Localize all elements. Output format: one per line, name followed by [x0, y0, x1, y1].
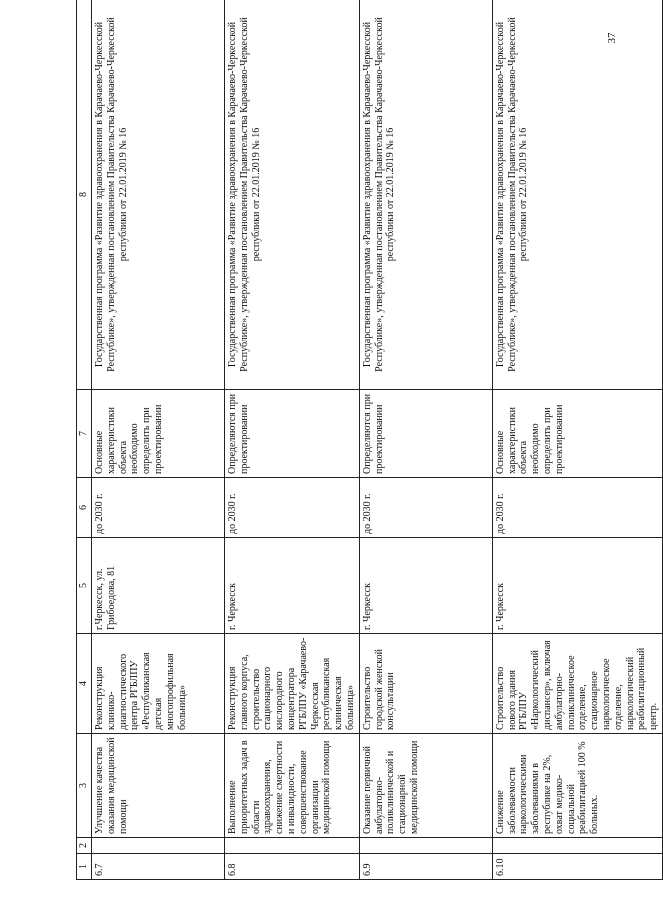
page-number: 37	[606, 32, 618, 44]
row-deadline: до 2030 г.	[359, 478, 492, 538]
facilities-table	[76, 0, 663, 880]
row-goal: Оказание первичной амбулаторно-поликлинической и стационарной медицинской помощи	[359, 734, 492, 838]
row-col2	[492, 838, 662, 854]
table-row	[225, 0, 360, 880]
row-deadline: до 2030 г.	[92, 478, 225, 538]
row-col2	[359, 838, 492, 854]
row-characteristics: Основные характеристики объекта необходимо определить при проектировании	[92, 390, 225, 478]
column-number-row	[77, 0, 92, 880]
row-basis: Государственная программа «Развитие здравоохранения в Карачаево-Черкесской Республике», утвержденная постановлением Правительства Карачаево-Черкесской республики от 22.01.2019 № 16	[92, 0, 225, 390]
row-basis: Государственная программа «Развитие здравоохранения в Карачаево-Черкесской Республике», утвержденная постановлением Правительства Карачаево-Черкесской республики от 22.01.2019 № 16	[359, 0, 492, 390]
column-number: 4	[77, 634, 92, 734]
row-col2	[225, 838, 360, 854]
row-location: г. Черкесск	[359, 538, 492, 634]
column-number: 1	[77, 854, 92, 880]
row-deadline: до 2030 г.	[225, 478, 360, 538]
row-characteristics: Определяются при проектировании	[225, 390, 360, 478]
row-location: г. Черкесск	[492, 538, 662, 634]
column-number: 2	[77, 838, 92, 854]
table-row	[92, 0, 225, 880]
row-basis: Государственная программа «Развитие здравоохранения в Карачаево-Черкесской Республике», утвержденная постановлением Правительства Карачаево-Черкесской республики от 22.01.2019 № 16	[225, 0, 360, 390]
row-goal: Снижение заболеваемости наркологическими заболеваниями в республике на 2%, охват медико-социальной реабилитацией 100 % больных.	[492, 734, 662, 838]
row-event: Строительство городской женской консультации	[359, 634, 492, 734]
row-event: Реконструкция главного корпуса, строительство стационарного кислородного концентратора РГБЛПУ «Карачаево-Черкесская республиканская клиническая больница»	[225, 634, 360, 734]
row-goal: Улучшение качества оказания медицинской помощи	[92, 734, 225, 838]
rotated-table-container	[76, 0, 660, 880]
table-row	[492, 0, 662, 880]
row-number: 6.10	[492, 854, 662, 880]
row-characteristics: Определяются при проектировании	[359, 390, 492, 478]
row-deadline: до 2030 г.	[492, 478, 662, 538]
row-number: 6.7	[92, 854, 225, 880]
column-number: 7	[77, 390, 92, 478]
row-number: 6.8	[225, 854, 360, 880]
row-event: Строительство нового здания РГБЛПУ «Наркологический диспансер», включая амбулаторно-поликлиническое отделение, стационарное наркологическое отделение, наркологический реабилитационный центр.	[492, 634, 662, 734]
column-number: 8	[77, 0, 92, 390]
row-goal: Выполнение приоритетных задач в области здравоохранения, снижение смертности и инвалидности, совершенствование организации медицинской помощи	[225, 734, 360, 838]
row-location: г. Черкесск	[225, 538, 360, 634]
row-number: 6.9	[359, 854, 492, 880]
row-col2	[92, 838, 225, 854]
row-characteristics: Основные характеристики объекта необходимо определить при проектировании	[492, 390, 662, 478]
column-number: 6	[77, 478, 92, 538]
row-basis: Государственная программа «Развитие здравоохранения в Карачаево-Черкесской Республике», утвержденная постановлением Правительства Карачаево-Черкесской республики от 22.01.2019 № 16	[492, 0, 662, 390]
row-location: г.Черкесск, ул. Грибоедова, 81	[92, 538, 225, 634]
column-number: 3	[77, 734, 92, 838]
column-number: 5	[77, 538, 92, 634]
table-row	[359, 0, 492, 880]
row-event: Реконструкция клинико-диагностического центра РГБЛПУ «Республиканская детская многопрофильная больница»	[92, 634, 225, 734]
